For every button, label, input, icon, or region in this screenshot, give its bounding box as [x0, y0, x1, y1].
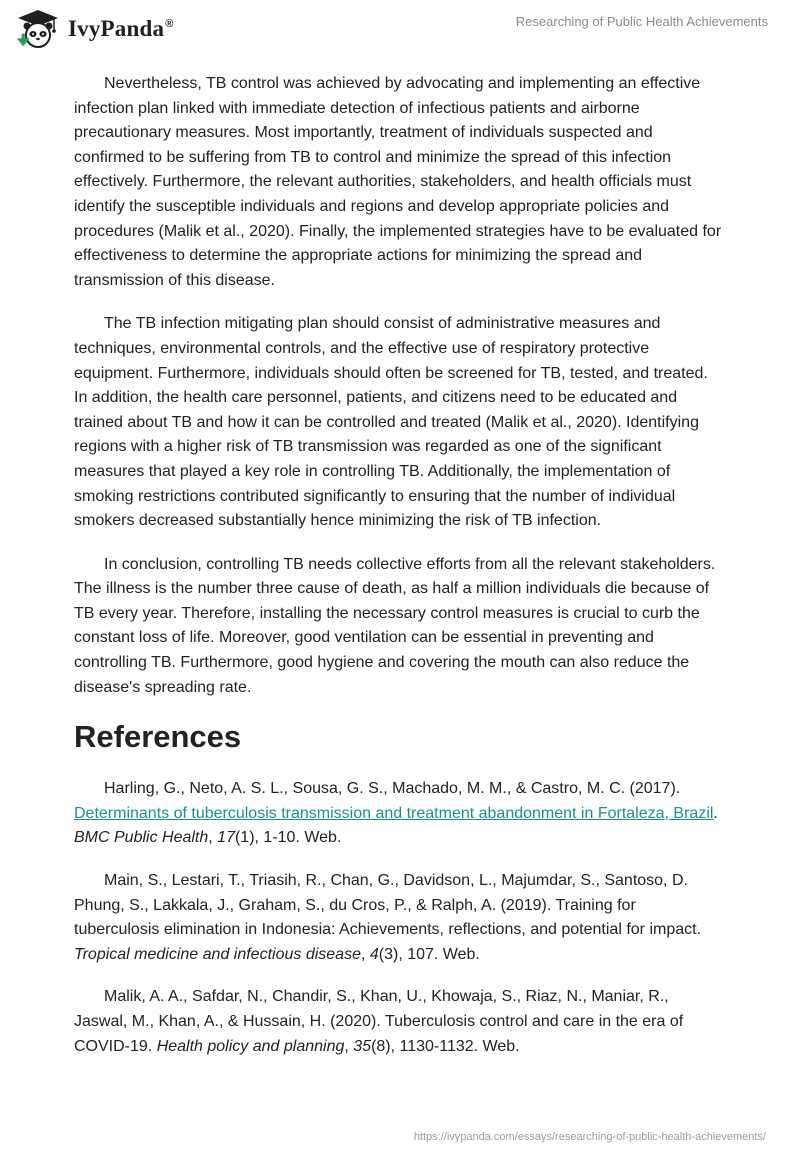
paragraph: Nevertheless, TB control was achieved by advocating and implementing an effective infection plan linked with immediate detection of infectious patients and airborne precautionary measures. Most importantly, treatment of individuals suspected and confirmed to be suffering from TB to control and minimize the spread of this infection effectively. Furthermore, the relevant authorities, stakeholders, and health officials must identify the susceptible individuals and regions and develop appropriate policies and procedures (Malik et al., 2020). Finally, the implemented strategies have to be evaluated for effectiveness to determine the appropriate actions for minimizing the spread and transmission of this disease. [74, 75, 722, 289]
page-header [0, 0, 800, 60]
page-url: https://ivypanda.com/essays/researching-of-public-health-achievements/ [413, 1131, 766, 1143]
volume-number: 4 [369, 945, 379, 963]
references-heading: References [74, 719, 242, 755]
paragraph: The TB infection mitigating plan should consist of administrative measures and techniques, environmental controls, and the effective use of respiratory protective equipment. Furthermore, individuals should often be screened for TB, tested, and treated. In addition, the health care personnel, patients, and citizens need to be educated and trained about TB and how it can be controlled and treated (Malik et al., 2020). Identifying regions with a higher risk of TB transmission was regarded as one of the significant measures that played a key role in controlling TB. Additionally, the implementation of smoking restrictions contributed significantly to ensuring that the number of individual smokers decreased substantially hence minimizing the risk of TB infection. [74, 315, 708, 530]
reference-link[interactable]: Determinants of tuberculosis transmission and treatment abandonment in Fortaleza, Brazil [74, 804, 714, 822]
journal-name: BMC Public Health [74, 829, 209, 847]
paragraph: In conclusion, controlling TB needs collective efforts from all the relevant stakeholders. The illness is the number three cause of death, as half a million individuals die because of TB every year. Therefore, installing the necessary control measures is crucial to curb the constant loss of life. Moreover, good ventilation can be essential in preventing and controlling TB. Furthermore, good hygiene and covering the mouth can also reduce the disease's spreading rate. [74, 555, 716, 696]
logo-wordmark: IvyPanda® [68, 16, 174, 41]
volume-number: 17 [217, 829, 235, 847]
essay-body [74, 72, 724, 1077]
panda-graduate-icon [14, 8, 62, 50]
document-title: Researching of Public Health Achievements [515, 14, 768, 29]
ivypanda-logo[interactable] [14, 8, 174, 50]
reference-item: Harling, G., Neto, A. S. L., Sousa, G. S., Machado, M. M., & Castro, M. C. (2017). Determinants of tuberculosis transmission and treatment abandonment in Fortaleza, Brazil. BMC Public Health, 17(1), 1-10. Web. [74, 780, 718, 847]
reference-item: Main, S., Lestari, T., Triasih, R., Chan, G., Davidson, L., Majumdar, S., Santoso, D. Phung, S., Lakkala, J., Graham, S., du Cros, P., & Ralph, A. (2019). Training for tuberculosis elimination in Indonesia: Achievements, reflections, and potential for impact. Tropical medicine and infectious disease, 4(3), 107. Web. [74, 872, 702, 963]
journal-name: Tropical medicine and infectious disease [74, 945, 361, 963]
volume-number: 35 [353, 1037, 372, 1055]
journal-name: Health policy and planning [156, 1037, 345, 1055]
reference-item: Malik, A. A., Safdar, N., Chandir, S., Khan, U., Khowaja, S., Riaz, N., Maniar, R., Jaswal, M., Khan, A., & Hussain, H. (2020). Tuberculosis control and care in the era of COVID-19. Health policy and planning, 35(8), 1130-1132. Web. [74, 988, 684, 1055]
